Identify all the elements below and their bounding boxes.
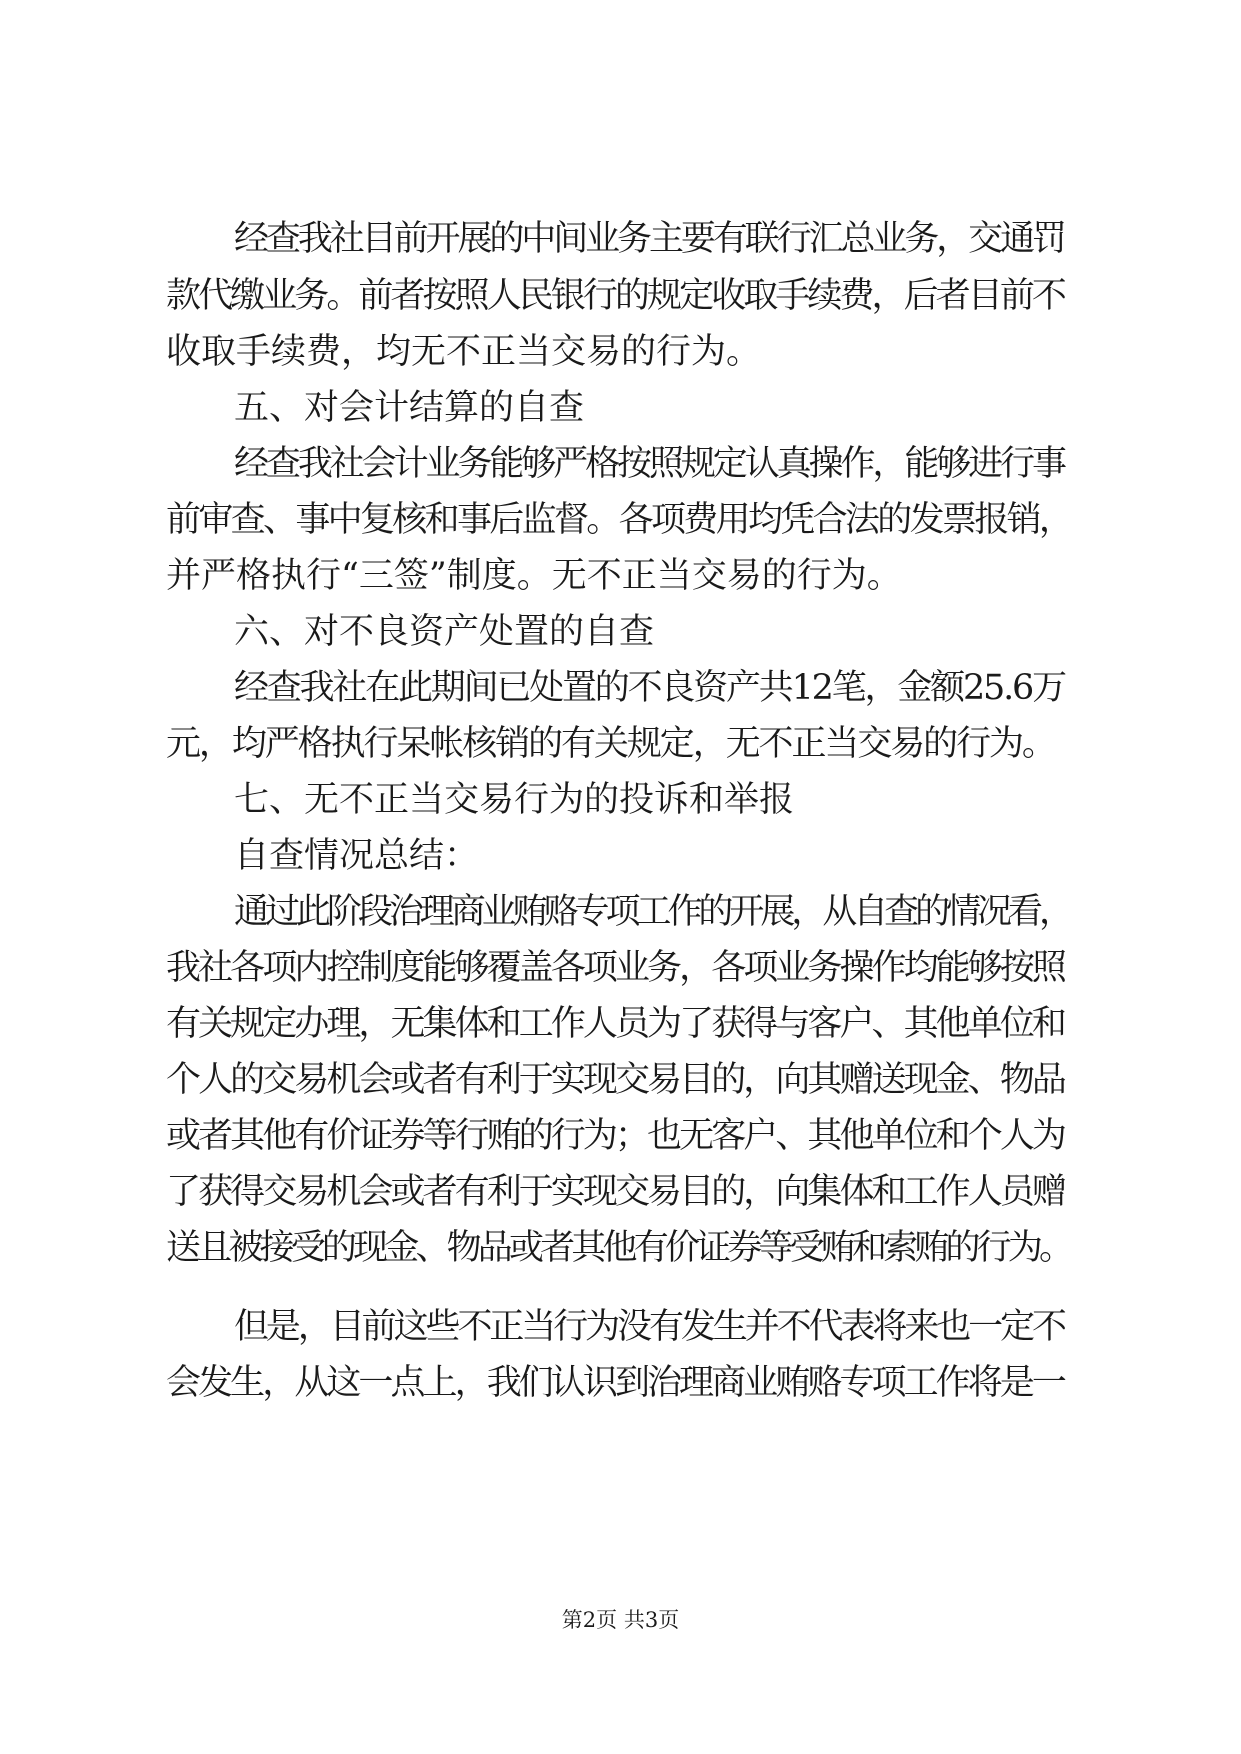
line-text: 但是，目前这些不正当行为没有发生并不代表将来也一定不 (234, 1307, 1064, 1347)
paragraph-line (0, 882, 1241, 942)
line-text: 通过此阶段治理商业贿赂专项工作的开展，从自查的情况看， (234, 892, 1070, 932)
line-text: 有关规定办理，无集体和工作人员为了获得与客户、其他单位和 (166, 1004, 1064, 1044)
line-text: 收取手续费，均无不正当交易的行为。 (166, 332, 762, 372)
line-text: 个人的交易机会或者有利于实现交易目的，向其赠送现金、物品 (166, 1060, 1064, 1100)
line-text: 七、无不正当交易行为的投诉和举报 (234, 780, 795, 820)
paragraph-line (0, 1162, 1241, 1222)
line-text: 经查我社目前开展的中间业务主要有联行汇总业务，交通罚 (234, 219, 1064, 259)
line-text: 我社各项内控制度能够覆盖各项业务，各项业务操作均能够按照 (166, 948, 1064, 988)
line-text: 元，均严格执行呆帐核销的有关规定，无不正当交易的行为。 (166, 724, 1055, 764)
paragraph-line (0, 266, 1241, 326)
line-text: 五、对会计结算的自查 (234, 388, 585, 428)
line-text: 款代缴业务。前者按照人民银行的规定收取手续费，后者目前不 (166, 276, 1064, 316)
paragraph-line (0, 714, 1241, 774)
line-text: 送且被接受的现金、物品或者其他有价证券等受贿和索贿的行为。 (166, 1228, 1071, 1268)
line-text: 了获得交易机会或者有利于实现交易目的，向集体和工作人员赠 (166, 1172, 1064, 1212)
line-text: 经查我社在此期间已处置的不良资产共12笔，金额25.6万 (234, 668, 1065, 708)
section-heading (0, 378, 1241, 438)
paragraph-line (0, 209, 1241, 269)
line-text: 经查我社会计业务能够严格按照规定认真操作，能够进行事 (234, 444, 1064, 484)
line-text: 会发生，从这一点上，我们认识到治理商业贿赂专项工作将是一 (166, 1363, 1064, 1403)
paragraph-line (0, 322, 1241, 382)
paragraph-line (0, 434, 1241, 494)
paragraph-line (0, 490, 1241, 550)
page-number-footer: 第2页 共3页 (561, 1608, 680, 1632)
line-text: 前审查、事中复核和事后监督。各项费用均凭合法的发票报销， (166, 500, 1072, 540)
paragraph-line (0, 546, 1241, 606)
line-text: 自查情况总结： (234, 836, 480, 876)
paragraph-line (0, 994, 1241, 1054)
paragraph-line (0, 658, 1241, 718)
paragraph-line (0, 1106, 1241, 1166)
paragraph-line (0, 1218, 1241, 1278)
line-text: 六、对不良资产处置的自查 (234, 612, 655, 652)
paragraph-line (0, 1297, 1241, 1357)
line-text: 并严格执行“三签”制度。无不正当交易的行为。 (166, 556, 902, 596)
paragraph-line (0, 938, 1241, 998)
line-text: 或者其他有价证券等行贿的行为；也无客户、其他单位和个人为 (166, 1116, 1064, 1156)
paragraph-line (0, 1353, 1241, 1413)
paragraph-line (0, 1050, 1241, 1110)
section-heading (0, 770, 1241, 830)
section-heading (0, 826, 1241, 886)
section-heading (0, 602, 1241, 662)
